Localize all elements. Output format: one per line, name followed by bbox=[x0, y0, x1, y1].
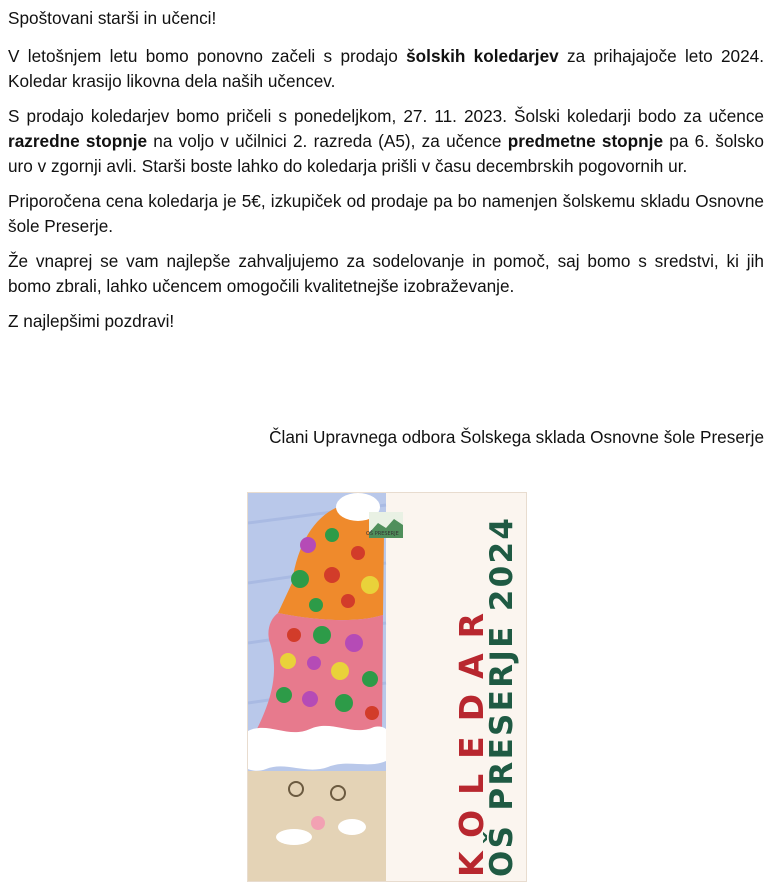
moustache-right bbox=[338, 819, 366, 835]
text-run: pa 6. šolsko uro v zgornji avli. Starši boste lahko do koledarja prišli v času decembrskih pogovornih ur. bbox=[8, 131, 764, 176]
paragraph-sale-details bbox=[8, 104, 764, 179]
logo-caption: OŠ PRESERJE bbox=[366, 531, 399, 537]
text-run: za prihajajoče leto 2024. Koledar krasijo likovna dela naših učencev. bbox=[8, 46, 764, 91]
moustache-left bbox=[276, 829, 312, 845]
nose bbox=[311, 816, 325, 830]
hat-brim bbox=[248, 726, 386, 771]
greeting: Spoštovani starši in učenci! bbox=[8, 8, 217, 28]
bold-lower-grades: razredne stopnje bbox=[8, 131, 148, 151]
bold-school-calendars: šolskih koledarjev bbox=[406, 46, 559, 66]
calendar-cover-image bbox=[247, 492, 527, 882]
text-run: na voljo v učilnici 2. razreda (A5), za učence bbox=[147, 131, 508, 151]
closing: Z najlepšimi pozdravi! bbox=[8, 311, 175, 331]
signature: Člani Upravnega odbora Šolskega sklada Osnovne šole Preserje bbox=[269, 427, 764, 447]
cover-title: KOLEDAR bbox=[452, 597, 491, 877]
text-run: S prodajo koledarjev bomo pričeli s ponedeljkom, 27. 11. 2023. Šolski koledarji bodo za učence bbox=[8, 106, 764, 126]
text-run: V letošnjem letu bomo ponovno začeli s prodajo bbox=[8, 46, 407, 66]
cover-subtitle: OŠ PRESERJE 2024 bbox=[484, 515, 520, 877]
paragraph-intro bbox=[8, 44, 764, 94]
paragraph-price: Priporočena cena koledarja je 5€, izkupiček od prodaje pa bo namenjen šolskemu skladu Osnovne šole Preserje. bbox=[8, 191, 764, 236]
paragraph-thanks: Že vnaprej se vam najlepše zahvaljujemo za sodelovanje in pomoč, saj bomo s sredstvi, ki jih bomo zbrali, lahko učencem omogočili kvalitetnejše izobraževanje. bbox=[8, 251, 764, 296]
letter-body bbox=[8, 6, 764, 344]
bold-upper-grades: predmetne stopnje bbox=[507, 131, 664, 151]
